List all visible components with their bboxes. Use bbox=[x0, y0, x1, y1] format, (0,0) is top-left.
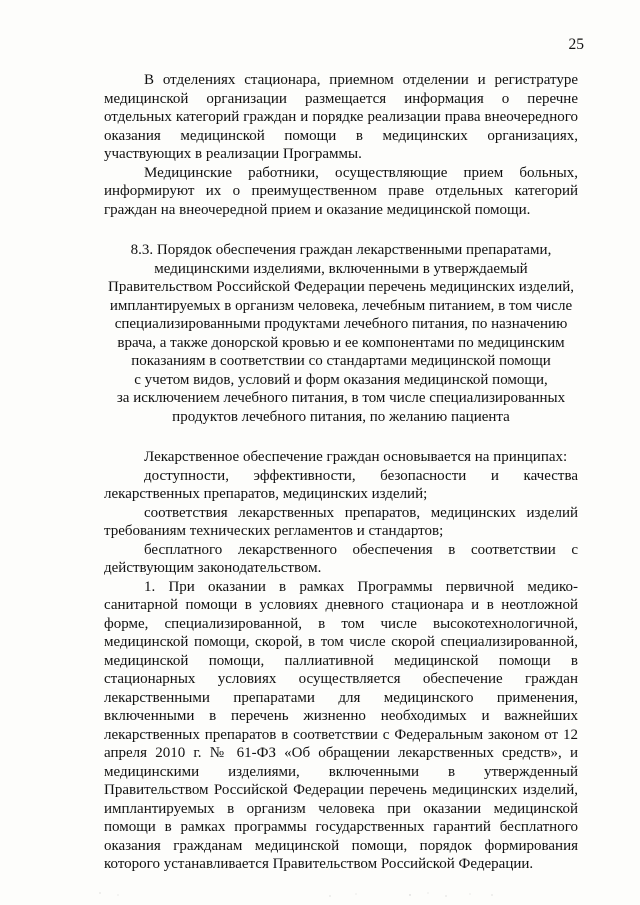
paragraph-principle-free-provision: бесплатного лекарственного обеспечения в соответствии с действующим законодательством. bbox=[104, 541, 578, 576]
page-number: 25 bbox=[568, 36, 584, 53]
paragraph-principle-availability: доступности, эффективности, безопасности и качества лекарственных препаратов, медицинских изделий; bbox=[104, 467, 578, 502]
paragraph-principle-compliance: соответствия лекарственных препаратов, медицинских изделий требованиям технических регламентов и стандартов; bbox=[104, 504, 578, 539]
section-heading-8-3: 8.3. Порядок обеспечения граждан лекарственными препаратами, медицинскими изделиями, включенными в утверждаемый Правительством Российской Федерации перечень медицинских изделий, имплантируемых в организм человека, лечебным питанием, в том числе специализированными продуктами лечебного питания, по назначению врача, а также донорской кровью и ее компонентами по медицинским показаниям в соответствии со стандартами медицинской помощи с учетом видов, условий и форм оказания медицинской помощи, за исключением лечебного питания, в том числе специализированных продуктов лечебного питания, по желанию пациента bbox=[107, 242, 575, 425]
paragraph-medical-workers: Медицинские работники, осуществляющие прием больных, информируют их о преимущественном праве отдельных категорий граждан на внеочередной прием и оказание медицинской помощи. bbox=[104, 164, 578, 218]
paragraph-item-1: 1. При оказании в рамках Программы первичной медико-санитарной помощи в условиях дневного стационара и в неотложной форме, специализированной, в том числе высокотехнологичной, медицинской помощи, скорой, в том числе скорой специализированной, медицинской помощи, паллиативной медицинской помощи в стационарных условиях осуществляется обеспечение граждан лекарственными препаратами для медицинского применения, включенными в перечень жизненно необходимых и важнейших лекарственных препаратов в соответствии с Федеральным законом от 12 апреля 2010 г. № 61-ФЗ «Об обращении лекарственных средств», и медицинскими изделиями, включенными в утвержденный Правительством Российской Федерации перечень медицинских изделий, имплантируемых в организм человека при оказании медицинской помощи в рамках программы государственных гарантий бесплатного оказания гражданам медицинской помощи, порядок формирования которого устанавливается Правительством Российской Федерации. bbox=[104, 578, 578, 872]
paragraph-principles-intro: Лекарственное обеспечение граждан основывается на принципах: bbox=[144, 449, 568, 465]
page-body bbox=[104, 71, 578, 874]
paragraph-info-placement: В отделениях стационара, приемном отделении и регистратуре медицинской организации размещается информация о перечне отдельных категорий граждан и порядке реализации права внеочередного оказания медицинской помощи в медицинских организациях, участвующих в реализации Программы. bbox=[104, 72, 578, 162]
scan-noise bbox=[0, 875, 640, 905]
